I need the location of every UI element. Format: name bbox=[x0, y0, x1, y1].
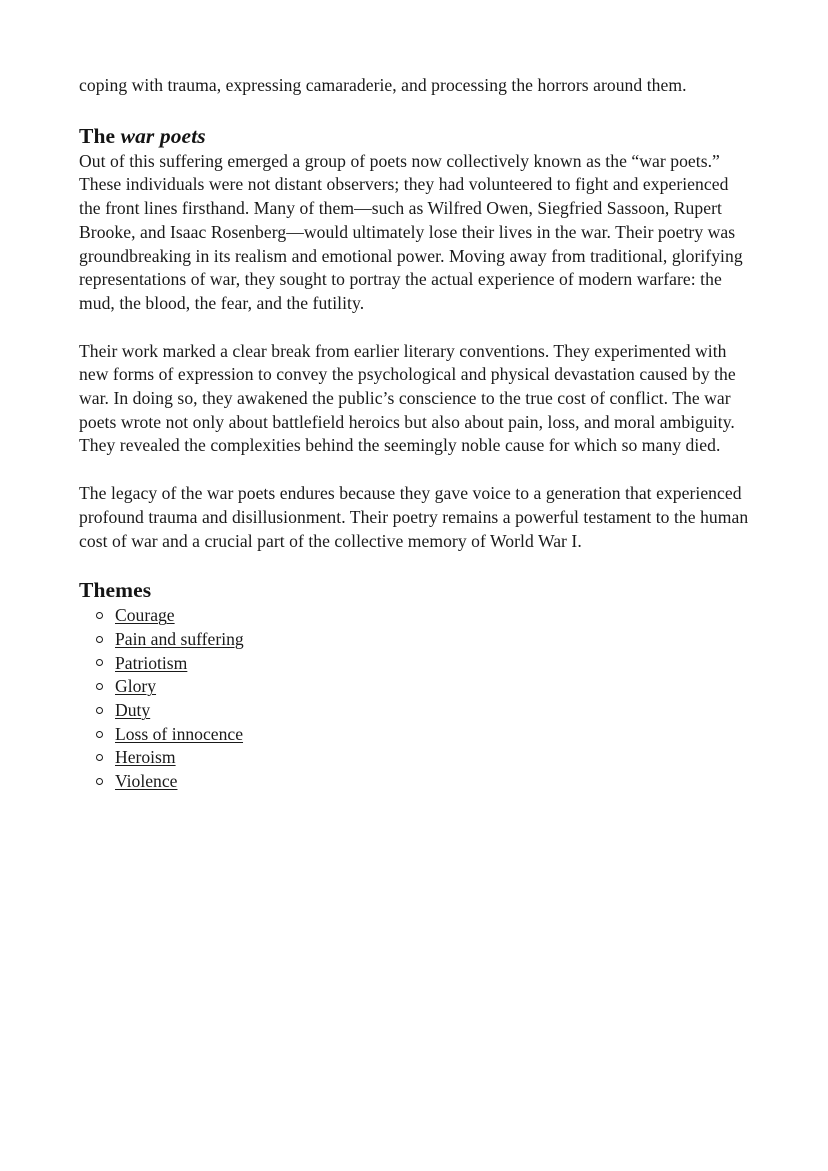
circle-bullet-icon bbox=[96, 612, 103, 619]
theme-link[interactable]: Pain and suffering bbox=[115, 628, 244, 649]
list-item bbox=[79, 652, 751, 676]
circle-bullet-icon bbox=[96, 659, 103, 666]
spacer-before-themes bbox=[79, 553, 751, 576]
intro-paragraph: coping with trauma, expressing camaraderie, and processing the horrors around them. bbox=[79, 75, 687, 95]
theme-link[interactable]: Patriotism bbox=[115, 652, 188, 673]
circle-bullet-icon bbox=[96, 778, 103, 785]
circle-bullet-icon bbox=[96, 707, 103, 714]
list-item bbox=[79, 770, 751, 794]
list-item bbox=[79, 604, 751, 628]
heading-war-poets-roman: The bbox=[79, 123, 121, 148]
theme-link[interactable]: Violence bbox=[115, 771, 178, 792]
list-item bbox=[79, 628, 751, 652]
circle-bullet-icon bbox=[96, 683, 103, 690]
themes-list bbox=[79, 604, 751, 794]
theme-link[interactable]: Glory bbox=[115, 676, 157, 697]
theme-link[interactable]: Loss of innocence bbox=[115, 723, 244, 744]
circle-bullet-icon bbox=[96, 636, 103, 643]
paragraph-war-poets-1: Out of this suffering emerged a group of poets now collectively known as the “war poets.” These individuals were not distant observers; they had volunteered to fight and experienced the front lines firsthand. Many of them—such as Wilfred Owen, Siegfried Sassoon, Rupert Brooke, and Isaac Rosenberg—would ultimately lose their lives in the war. Their poetry was groundbreaking in its realism and emotional power. Moving away from traditional, glorifying representations of war, they sought to portray the actual experience of modern warfare: the mud, the blood, the fear, and the futility. bbox=[79, 150, 743, 313]
heading-war-poets-italic: war poets bbox=[120, 123, 206, 148]
list-item bbox=[79, 675, 751, 699]
theme-link[interactable]: Duty bbox=[115, 700, 151, 720]
theme-link[interactable]: Courage bbox=[115, 605, 175, 626]
paragraph-war-poets-3: The legacy of the war poets endures because they gave voice to a generation that experienced profound trauma and disillusionment. Their poetry remains a powerful testament to the human cost of war and a crucial part of the collective memory of World War I. bbox=[79, 483, 749, 551]
list-item bbox=[79, 723, 751, 747]
list-item bbox=[79, 746, 751, 770]
circle-bullet-icon bbox=[96, 731, 103, 738]
paragraph-war-poets-2: Their work marked a clear break from earlier literary conventions. They experimented with new forms of expression to convey the psychological and physical devastation caused by the war. In doing so, they awakened the public’s conscience to the true cost of conflict. The war poets wrote not only about battlefield heroics but also about pain, loss, and moral ambiguity. They revealed the complexities behind the seemingly noble cause for which so many died. bbox=[79, 340, 736, 456]
list-item bbox=[79, 699, 751, 723]
circle-bullet-icon bbox=[96, 754, 103, 761]
heading-war-poets bbox=[79, 122, 751, 150]
heading-themes: Themes bbox=[79, 578, 152, 603]
theme-link[interactable]: Heroism bbox=[115, 747, 176, 768]
document-content bbox=[79, 74, 751, 794]
